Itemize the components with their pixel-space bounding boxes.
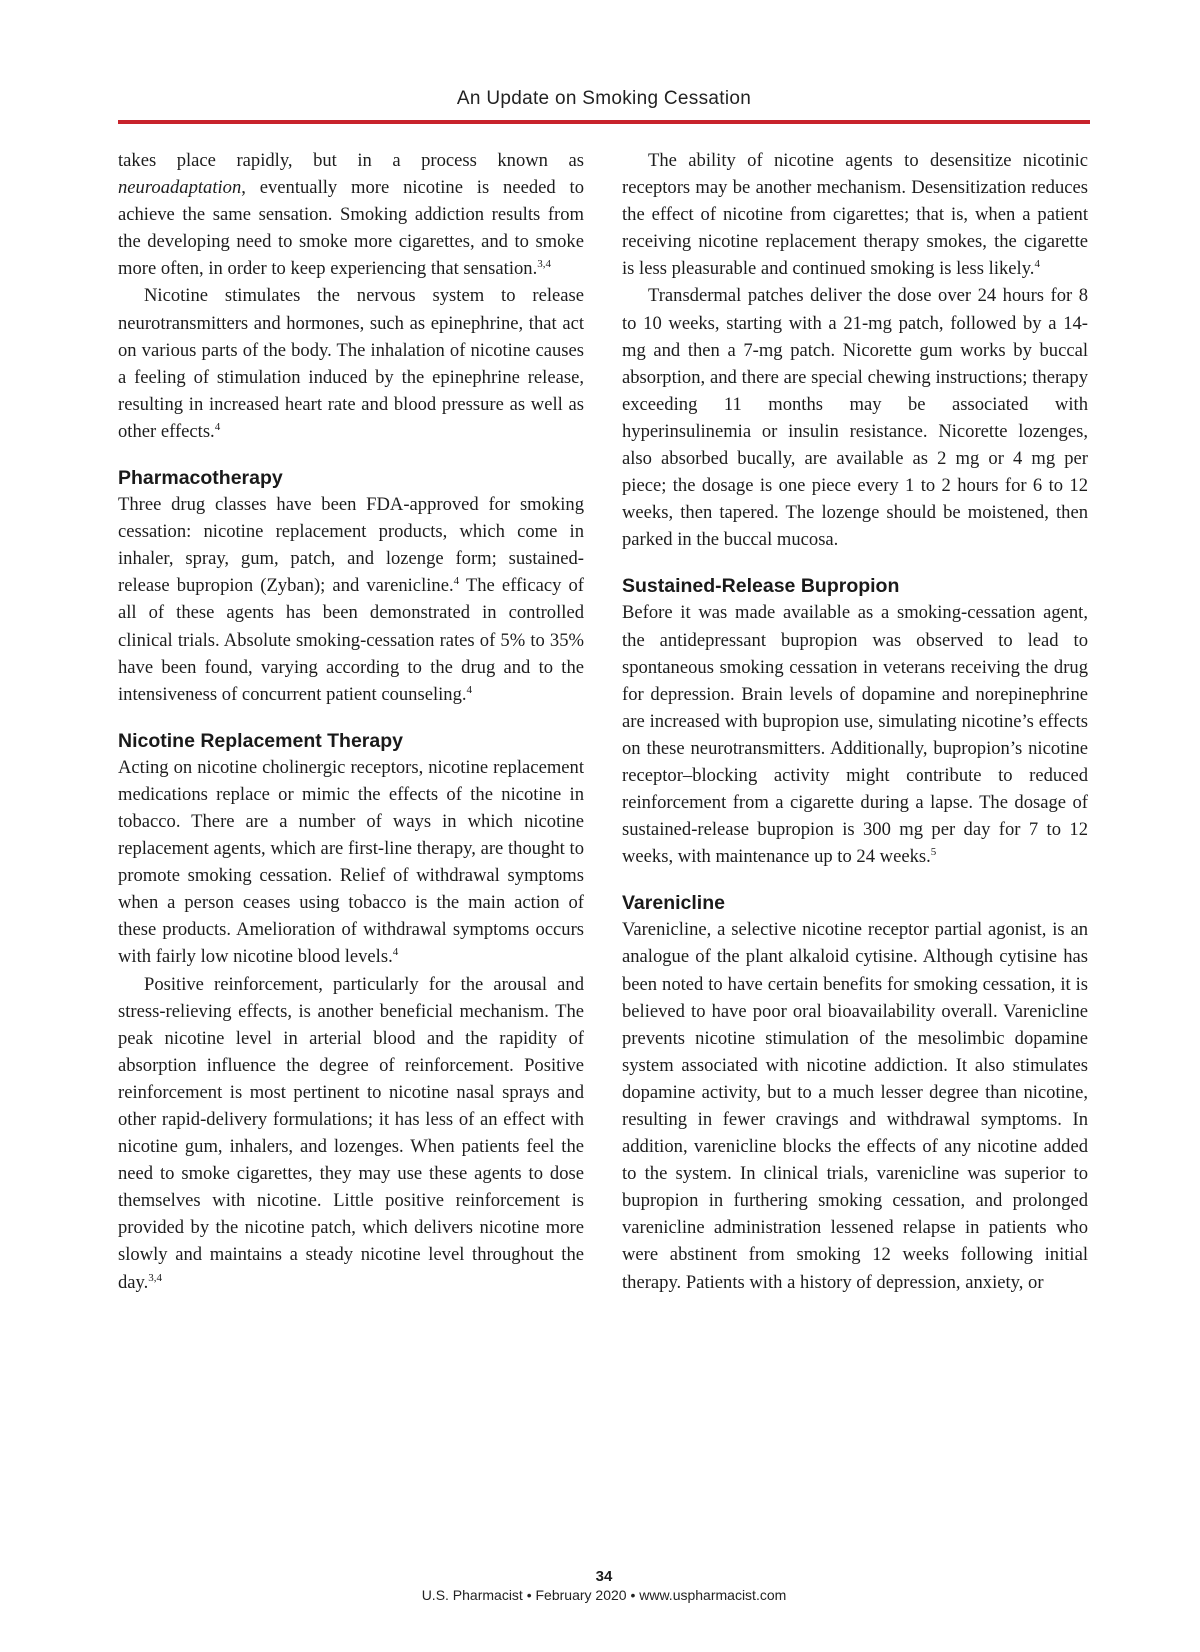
- section-heading-nrt: Nicotine Replacement Therapy: [118, 729, 403, 752]
- paragraph: [118, 282, 584, 445]
- section-heading-varenicline: Varenicline: [622, 892, 725, 915]
- paragraph-text: Positive reinforcement, particularly for the arousal and stress-relieving effects, is another beneficial mechanism. The peak nicotine level in arterial blood and the rapidity of absorption influence the degree of reinforcement. Positive reinforcement is most pertinent to nicotine nasal sprays and other rapid-delivery formulations; it has less of an effect with nicotine gum, inhalers, and lozenges. When patients feel the need to smoke cigarettes, they may use these agents to dose themselves with nicotine. Little positive reinforcement is provided by the nicotine patch, which delivers nicotine more slowly and maintains a steady nicotine level throughout the day.: [118, 973, 584, 1293]
- publication-line: U.S. Pharmacist • February 2020 • www.uspharmacist.com: [421, 1587, 787, 1603]
- paragraph-text: Three drug classes have been FDA-approved for smoking cessation: nicotine replacement products, which come in inhaler, spray, gum, patch, and lozenge form; sustained-release bupropion (Zyban); and varenicline.: [118, 494, 584, 597]
- paragraph-text: Before it was made available as a smoking-cessation agent, the antidepressant bupropion was observed to lead to spontaneous smoking cessation in veterans receiving the drug for depression. Brain levels of dopamine and norepinephrine are increased with bupropion use, simulating nicotine’s effects on these neurotransmitters. Additionally, bupropion’s nicotine receptor–blocking activity might contribute to reduced reinforcement from a cigarette during a lapse. The dosage of sustained-release bupropion is 300 mg per day for 7 to 12 weeks, with maintenance up to 24 weeks.: [622, 602, 1088, 868]
- reference-superscript: 5: [930, 846, 937, 859]
- paragraph: [622, 599, 1088, 870]
- paragraph: [622, 282, 1088, 553]
- section-heading-bupropion: Sustained-Release Bupropion: [622, 575, 900, 598]
- reference-superscript: 4: [1034, 258, 1040, 271]
- reference-superscript: 3,4: [148, 1271, 163, 1284]
- reference-superscript: 4: [453, 575, 460, 588]
- page-number: 34: [595, 1568, 613, 1585]
- page-footer: [118, 1567, 1090, 1605]
- paragraph: [118, 754, 584, 971]
- paragraph-text: Acting on nicotine cholinergic receptors, nicotine replacement medications replace or mimic the effects of the nicotine in tobacco. There are a number of ways in which nicotine replacement agents, which are first-line therapy, are thought to promote smoking cessation. Relief of withdrawal symptoms when a person ceases using tobacco is the main action of these products. Amelioration of withdrawal symptoms occurs with fairly low nicotine blood levels.: [118, 756, 584, 968]
- paragraph: [622, 916, 1088, 1295]
- paragraph-text: , eventually more nicotine is needed to achieve the same sensation. Smoking addiction results from the developing need to smoke more cigarettes, and to smoke more often, in order to keep experiencing that sensation.: [118, 177, 584, 280]
- paragraph-text: Transdermal patches deliver the dose over 24 hours for 8 to 10 weeks, starting with a 21-mg patch, followed by a 14-mg and then a 7-mg patch. Nicorette gum works by buccal absorption, and there are special chewing instructions; therapy exceeding 11 months may be associated with hyperinsulinemia or insulin resistance. Nicorette lozenges, also absorbed bucally, are available as 2 mg or 4 mg per piece; the dosage is one piece every 1 to 2 hours for 6 to 12 weeks, then tapered. The lozenge should be moistened, then parked in the buccal mucosa.: [622, 285, 1088, 551]
- section-heading-pharmacotherapy: Pharmacotherapy: [118, 467, 283, 490]
- reference-superscript: 4: [392, 946, 399, 959]
- paragraph: [622, 147, 1088, 282]
- reference-superscript: 4: [214, 420, 221, 433]
- paragraph: [118, 971, 584, 1296]
- paragraph: [118, 147, 584, 282]
- header-rule: [118, 120, 1090, 124]
- emphasis-term: neuroadaptation: [118, 177, 242, 199]
- paragraph-text: The ability of nicotine agents to desensitize nicotinic receptors may be another mechanism. Desensitization reduces the effect of nicotine from cigarettes; that is, when a patient receiving nicotine replacement therapy smokes, the cigarette is less pleasurable and continued smoking is less likely.: [622, 150, 1088, 280]
- running-head-title: An Update on Smoking Cessation: [456, 88, 752, 109]
- right-column: [622, 147, 1088, 1296]
- paragraph-text: Nicotine stimulates the nervous system to release neurotransmitters and hormones, such as epinephrine, that act on various parts of the body. The inhalation of nicotine causes a feeling of stimulation induced by the epinephrine release, resulting in increased heart rate and blood pressure as well as other effects.: [118, 285, 584, 442]
- left-column: [118, 147, 584, 1296]
- paragraph: [118, 491, 584, 708]
- paragraph-text: takes place rapidly, but in a process known as: [118, 150, 584, 171]
- reference-superscript: 3,4: [537, 258, 551, 271]
- reference-superscript: 4: [466, 683, 473, 696]
- paragraph-text: Varenicline, a selective nicotine receptor partial agonist, is an analogue of the plant alkaloid cytisine. Although cytisine has been noted to have certain benefits for smoking cessation, it is believed to have poor oral bioavailability overall. Varenicline prevents nicotine stimulation of the mesolimbic dopamine system associated with nicotine addiction. It also stimulates dopamine activity, but to a much lesser degree than nicotine, resulting in fewer cravings and withdrawal symptoms. In addition, varenicline blocks the effects of any nicotine added to the system. In clinical trials, varenicline was superior to bupropion in furthering smoking cessation, and prolonged varenicline administration lessened relapse in patients who were abstinent from smoking 12 weeks following initial therapy. Patients with a history of depression, anxiety, or: [622, 919, 1088, 1293]
- paragraph-text: The efficacy of all of these agents has been demonstrated in controlled clinical trials. Absolute smoking-cessation rates of 5% to 35% have been found, varying according to the drug and to the intensiveness of concurrent patient counseling.: [118, 575, 584, 705]
